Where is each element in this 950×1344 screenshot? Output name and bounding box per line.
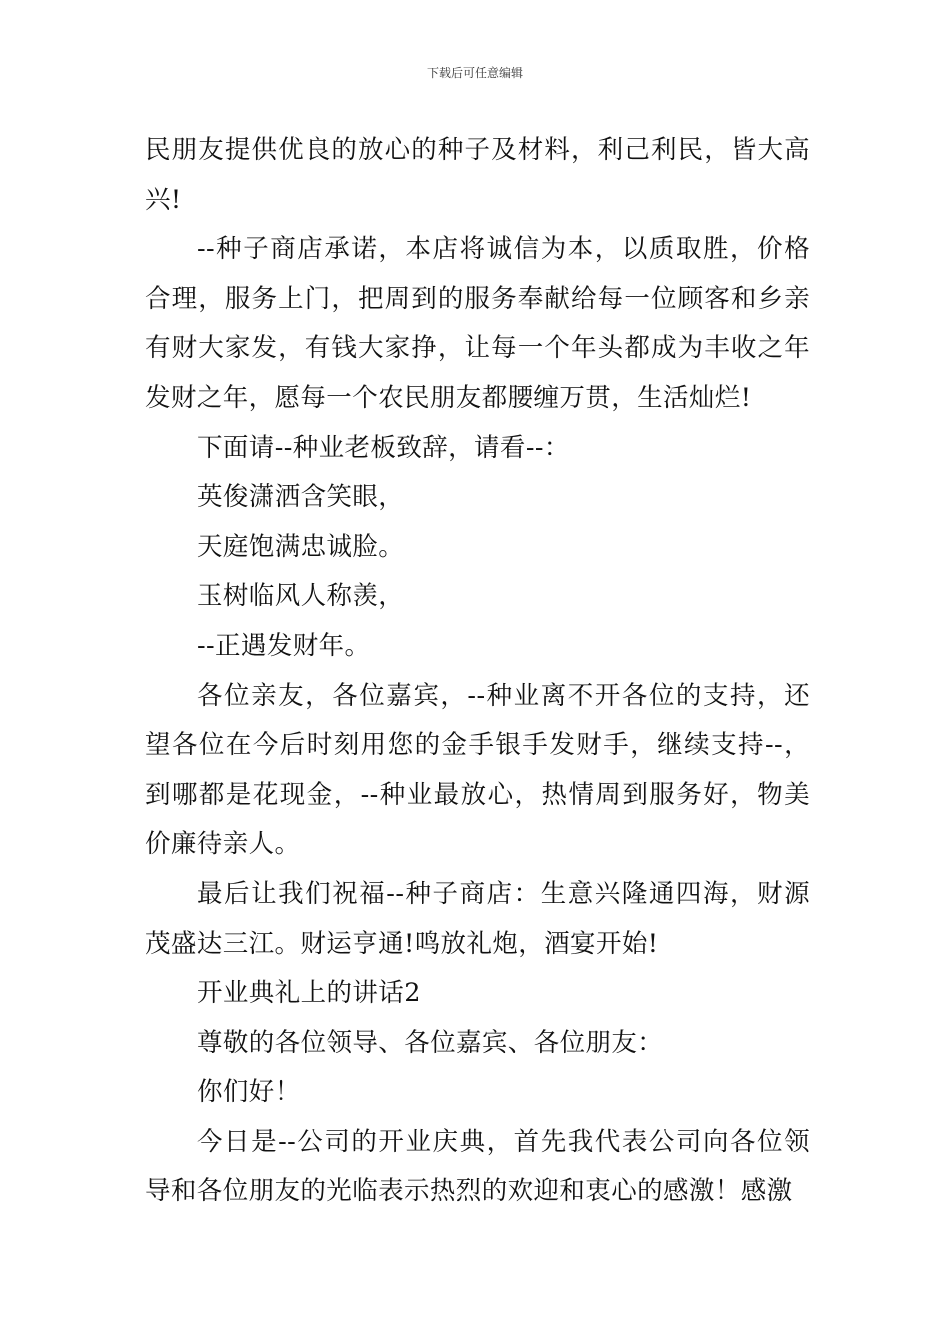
poem-line: 玉树临风人称羡， — [197, 581, 405, 612]
poem-line: 英俊潇洒含笑眼， — [197, 482, 405, 513]
document-body — [145, 126, 810, 1217]
poem-line: 天庭饱满忠诚脸。 — [197, 531, 405, 562]
greeting: 你们好！ — [197, 1077, 301, 1108]
paragraph: 民朋友提供优良的放心的种子及材料，利己利民，皆大高兴! — [145, 135, 810, 215]
paragraph: --种子商店承诺，本店将诚信为本，以质取胜，价格合理，服务上门，把周到的服务奉献给每一位顾客和乡亲有财大家发，有钱大家挣，让每一个年头都成为丰收之年发财之年，愿每一个农民朋友都腰缠万贯，生活灿烂! — [145, 234, 810, 413]
section-title: 开业典礼上的讲话2 — [197, 978, 421, 1009]
paragraph: 各位亲友，各位嘉宾，--种业离不开各位的支持，还望各位在今后时刻用您的金手银手发财手，继续支持--，到哪都是花现金，--种业最放心，热情周到服务好，物美价廉待亲人。 — [145, 680, 810, 860]
paragraph: 今日是--公司的开业庆典，首先我代表公司向各位领导和各位朋友的光临表示热烈的欢迎和衷心的感激！感激 — [145, 1126, 810, 1207]
page-header-note: 下载后可任意编辑 — [426, 66, 523, 80]
paragraph: 最后让我们祝福--种子商店：生意兴隆通四海，财源茂盛达三江。财运亨通!鸣放礼炮，酒宴开始! — [145, 878, 810, 959]
paragraph: 下面请--种业老板致辞，请看--： — [197, 432, 570, 463]
salutation: 尊敬的各位领导、各位嘉宾、各位朋友： — [197, 1027, 664, 1058]
poem-line: --正遇发财年。 — [197, 630, 371, 661]
